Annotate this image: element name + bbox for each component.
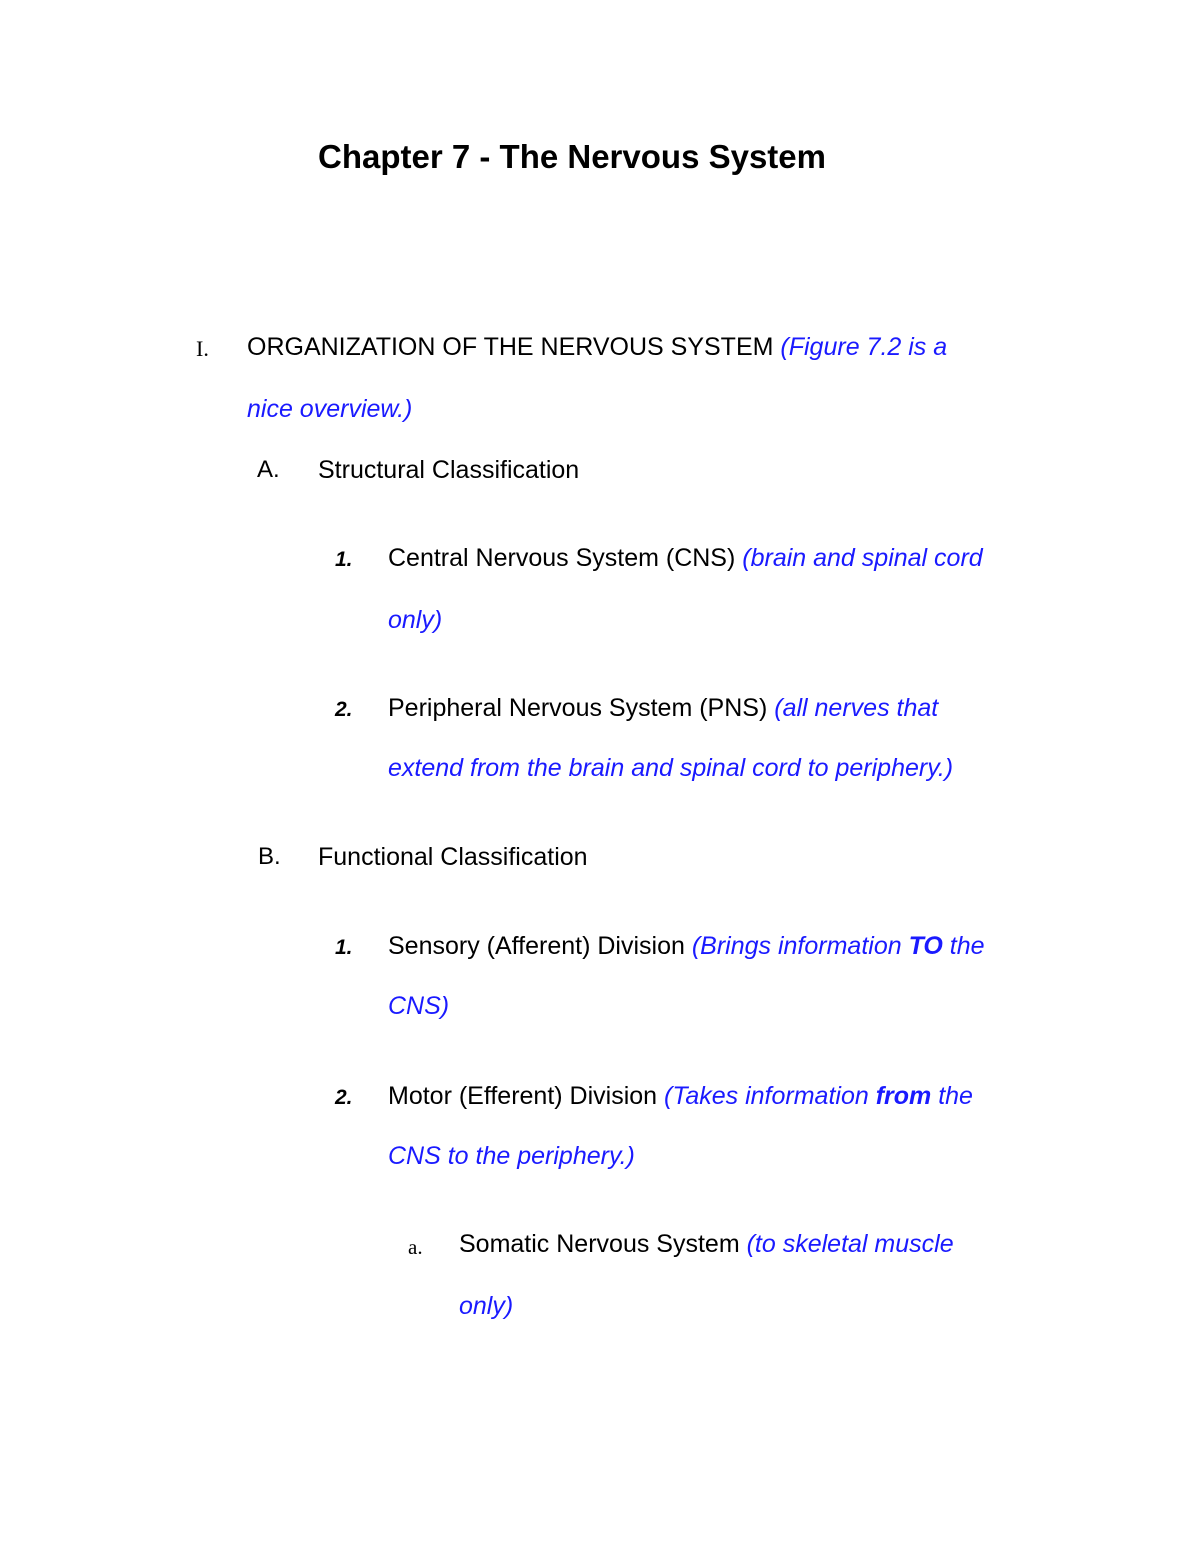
b-item-2-text: Motor (Efferent) Division xyxy=(388,1082,658,1110)
b-subitem-a-note-2: only) xyxy=(459,1292,514,1320)
b-item-2-note-post: the xyxy=(931,1082,973,1110)
b-subitem-a-line xyxy=(459,1229,954,1259)
b-item-1-line xyxy=(388,931,985,961)
b-item-1-note-bold: TO xyxy=(908,932,943,960)
a-item-2-note-1: (all nerves that xyxy=(774,694,939,722)
b-item-2-marker: 2. xyxy=(335,1086,353,1109)
section-a-heading: Structural Classification xyxy=(318,456,580,484)
b-item-1-text: Sensory (Afferent) Division xyxy=(388,932,685,960)
a-item-2-marker: 2. xyxy=(335,698,353,721)
b-item-1-marker: 1. xyxy=(335,936,353,959)
b-item-2-note-pre: (Takes information xyxy=(664,1082,876,1110)
section-i-marker: I. xyxy=(196,336,209,361)
b-item-2-note-2: CNS to the periphery.) xyxy=(388,1142,635,1170)
b-item-2-note-1 xyxy=(664,1082,973,1110)
b-item-1-note-post: the xyxy=(942,932,985,960)
a-item-2-line xyxy=(388,693,938,723)
b-item-2-note-bold: from xyxy=(875,1082,932,1110)
section-b-marker: B. xyxy=(258,843,281,870)
section-i-note-1: (Figure 7.2 is a xyxy=(780,333,948,361)
section-b-heading: Functional Classification xyxy=(318,843,588,871)
section-i-heading-line xyxy=(247,332,947,362)
a-item-1-note-1: (brain and spinal cord xyxy=(742,544,983,572)
a-item-1-text: Central Nervous System (CNS) xyxy=(388,544,736,572)
b-subitem-a-text: Somatic Nervous System xyxy=(459,1230,740,1258)
b-subitem-a-marker: a. xyxy=(408,1235,423,1259)
b-item-1-note-2: CNS) xyxy=(388,992,450,1020)
section-i-note-2: nice overview.) xyxy=(247,395,413,423)
page-title: Chapter 7 - The Nervous System xyxy=(318,138,826,175)
section-a-marker: A. xyxy=(257,456,280,483)
a-item-1-line xyxy=(388,543,983,573)
b-item-1-note-1 xyxy=(692,932,985,960)
a-item-2-text: Peripheral Nervous System (PNS) xyxy=(388,694,768,722)
b-item-2-line xyxy=(388,1081,973,1111)
section-i-heading: ORGANIZATION OF THE NERVOUS SYSTEM xyxy=(247,333,774,361)
a-item-1-note-2: only) xyxy=(388,606,443,634)
b-subitem-a-note-1: (to skeletal muscle xyxy=(746,1230,954,1258)
a-item-1-marker: 1. xyxy=(335,548,353,571)
b-item-1-note-pre: (Brings information xyxy=(691,932,909,960)
a-item-2-note-2: extend from the brain and spinal cord to periphery.) xyxy=(388,754,954,782)
